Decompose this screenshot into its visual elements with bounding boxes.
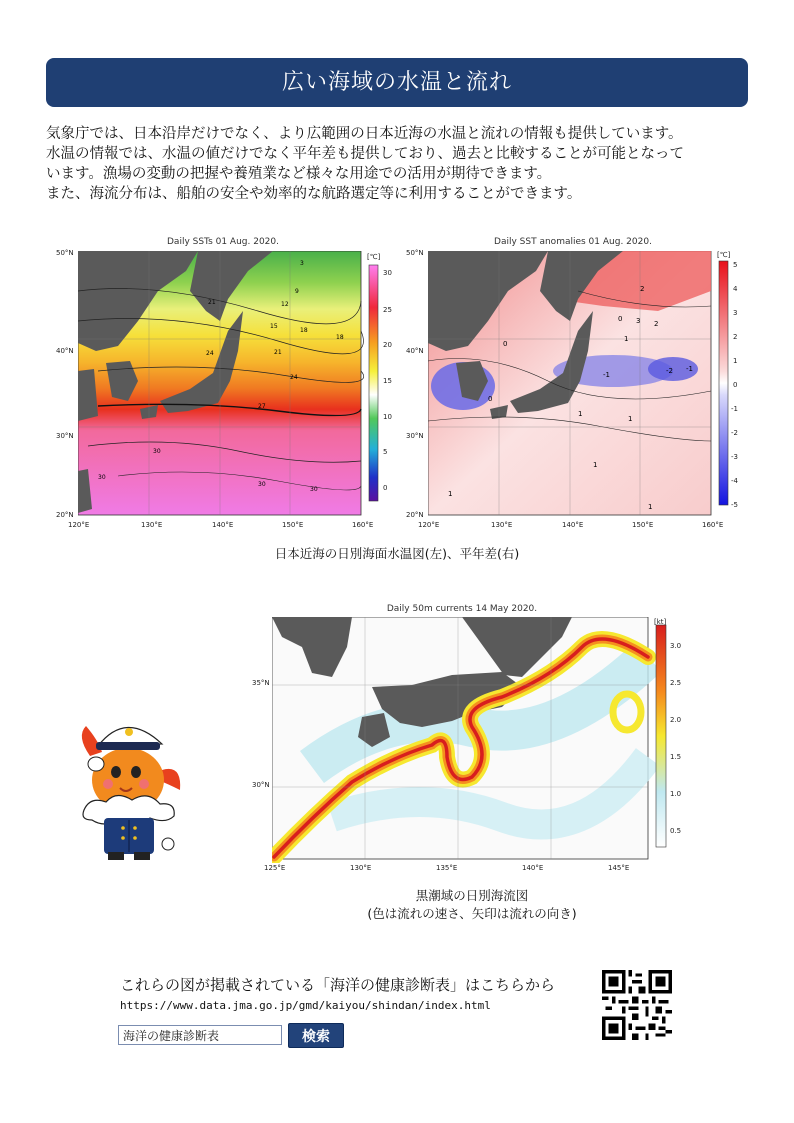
contour-label: 1 bbox=[578, 410, 583, 418]
footer-heading: これらの図が掲載されている「海洋の健康診断表」はこちらから bbox=[120, 976, 556, 994]
contour-label: 24 bbox=[290, 374, 298, 381]
colorbar-tick: -1 bbox=[731, 405, 738, 413]
colorbar-tick: 0.5 bbox=[670, 827, 682, 835]
colorbar-tick: 1.0 bbox=[670, 790, 682, 798]
current-caption-line1: 黒潮域の日別海流図 bbox=[415, 888, 529, 903]
maps-caption: 日本近海の日別海面水温図(左)、平年差(右) bbox=[274, 546, 520, 561]
lat-label: 30°N bbox=[252, 781, 270, 789]
lon-label: 130°E bbox=[141, 521, 163, 529]
colorbar-tick: 3 bbox=[733, 309, 738, 317]
anomaly-map bbox=[428, 251, 750, 519]
colorbar-tick: -2 bbox=[731, 429, 738, 437]
colorbar-tick: 2 bbox=[733, 333, 738, 341]
contour-label: 0 bbox=[618, 315, 623, 323]
mascot-illustration bbox=[76, 706, 186, 864]
lon-label: 160°E bbox=[352, 521, 374, 529]
lon-label: 145°E bbox=[608, 864, 630, 872]
colorbar-tick: 2.5 bbox=[670, 679, 682, 687]
colorbar-tick: 4 bbox=[733, 285, 738, 293]
intro-text bbox=[46, 124, 758, 204]
contour-label: 0 bbox=[503, 340, 508, 348]
colorbar-tick: 0 bbox=[383, 484, 388, 492]
contour-label: 1 bbox=[624, 335, 629, 343]
contour-label: 12 bbox=[281, 301, 289, 308]
lat-label: 40°N bbox=[406, 347, 424, 355]
contour-label: 30 bbox=[98, 474, 106, 481]
lat-label: 50°N bbox=[56, 249, 74, 257]
footer-url[interactable]: https://www.data.jma.go.jp/gmd/kaiyou/shindan/index.html bbox=[120, 999, 491, 1012]
lon-label: 130°E bbox=[350, 864, 372, 872]
contour-label: 1 bbox=[448, 490, 453, 498]
search-input[interactable] bbox=[118, 1025, 282, 1045]
contour-label: 2 bbox=[654, 320, 659, 328]
contour-label: 3 bbox=[636, 317, 641, 325]
colorbar-tick: 3.0 bbox=[670, 642, 682, 650]
contour-label: 0 bbox=[488, 395, 493, 403]
contour-label: 18 bbox=[336, 334, 344, 341]
contour-label: -1 bbox=[686, 365, 693, 373]
current-map bbox=[272, 617, 672, 863]
contour-label: -1 bbox=[603, 371, 610, 379]
contour-label: 9 bbox=[295, 288, 299, 295]
lon-label: 140°E bbox=[212, 521, 234, 529]
contour-label: 1 bbox=[593, 461, 598, 469]
lat-label: 30°N bbox=[406, 432, 424, 440]
lat-label: 40°N bbox=[56, 347, 74, 355]
colorbar-tick: 1.5 bbox=[670, 753, 682, 761]
lon-label: 150°E bbox=[282, 521, 304, 529]
lat-label: 20°N bbox=[56, 511, 74, 519]
lat-label: 50°N bbox=[406, 249, 424, 257]
colorbar-tick: 10 bbox=[383, 413, 392, 421]
lon-label: 140°E bbox=[562, 521, 584, 529]
colorbar-tick: 5 bbox=[383, 448, 388, 456]
colorbar-tick: 25 bbox=[383, 306, 392, 314]
contour-label: 24 bbox=[206, 350, 214, 357]
colorbar-tick: -5 bbox=[731, 501, 738, 509]
contour-label: 3 bbox=[300, 260, 304, 267]
lon-label: 135°E bbox=[436, 864, 458, 872]
colorbar-unit: [℃] bbox=[717, 251, 731, 259]
colorbar-tick: 1 bbox=[733, 357, 738, 365]
contour-label: 2 bbox=[640, 285, 645, 293]
intro-line: 気象庁では、日本沿岸だけでなく、より広範囲の日本近海の水温と流れの情報も提供しています。 bbox=[46, 126, 683, 142]
colorbar-tick: -4 bbox=[731, 477, 738, 485]
colorbar-tick: 20 bbox=[383, 341, 392, 349]
search-button[interactable]: 検索 bbox=[288, 1023, 344, 1048]
lon-label: 130°E bbox=[491, 521, 513, 529]
anomaly-map-title: Daily SST anomalies 01 Aug. 2020. bbox=[494, 237, 652, 247]
colorbar-tick: 5 bbox=[733, 261, 738, 269]
colorbar-tick: 15 bbox=[383, 377, 392, 385]
contour-label: 18 bbox=[300, 327, 308, 334]
colorbar-tick: 2.0 bbox=[670, 716, 682, 724]
contour-label: -2 bbox=[666, 367, 673, 375]
lon-label: 150°E bbox=[632, 521, 654, 529]
lon-label: 120°E bbox=[418, 521, 440, 529]
contour-label: 21 bbox=[208, 299, 216, 306]
lat-label: 30°N bbox=[56, 432, 74, 440]
lat-label: 35°N bbox=[252, 679, 270, 687]
colorbar-tick: 0 bbox=[733, 381, 738, 389]
contour-label: 30 bbox=[258, 481, 266, 488]
lon-label: 160°E bbox=[702, 521, 724, 529]
intro-line: 水温の情報では、水温の値だけでなく平年差も提供しており、過去と比較することが可能となって bbox=[46, 146, 684, 162]
current-map-title: Daily 50m currents 14 May 2020. bbox=[386, 604, 538, 614]
page-title: 広い海域の水温と流れ bbox=[281, 70, 512, 95]
intro-line: また、海流分布は、船舶の安全や効率的な航路選定等に利用することができます。 bbox=[46, 186, 582, 202]
contour-label: 15 bbox=[270, 323, 278, 330]
sst-map bbox=[78, 251, 400, 519]
contour-label: 21 bbox=[274, 349, 282, 356]
colorbar-tick: 30 bbox=[383, 269, 392, 277]
colorbar-unit: [kt] bbox=[654, 618, 667, 626]
qr-code[interactable] bbox=[602, 969, 672, 1041]
colorbar-unit: [℃] bbox=[367, 253, 381, 261]
page-title-banner bbox=[46, 58, 748, 107]
lon-label: 120°E bbox=[68, 521, 90, 529]
intro-line: います。漁場の変動の把握や養殖業など様々な用途での活用が期待できます。 bbox=[46, 166, 552, 182]
colorbar-tick: -3 bbox=[731, 453, 738, 461]
current-caption-line2: (色は流れの速さ、矢印は流れの向き) bbox=[367, 906, 577, 921]
lat-label: 20°N bbox=[406, 511, 424, 519]
contour-label: 30 bbox=[310, 486, 318, 493]
lon-label: 140°E bbox=[522, 864, 544, 872]
sst-map-title: Daily SSTs 01 Aug. 2020. bbox=[167, 237, 279, 247]
lon-label: 125°E bbox=[264, 864, 286, 872]
contour-label: 27 bbox=[258, 403, 266, 410]
contour-label: 1 bbox=[648, 503, 653, 511]
contour-label: 1 bbox=[628, 415, 633, 423]
contour-label: 30 bbox=[153, 448, 161, 455]
